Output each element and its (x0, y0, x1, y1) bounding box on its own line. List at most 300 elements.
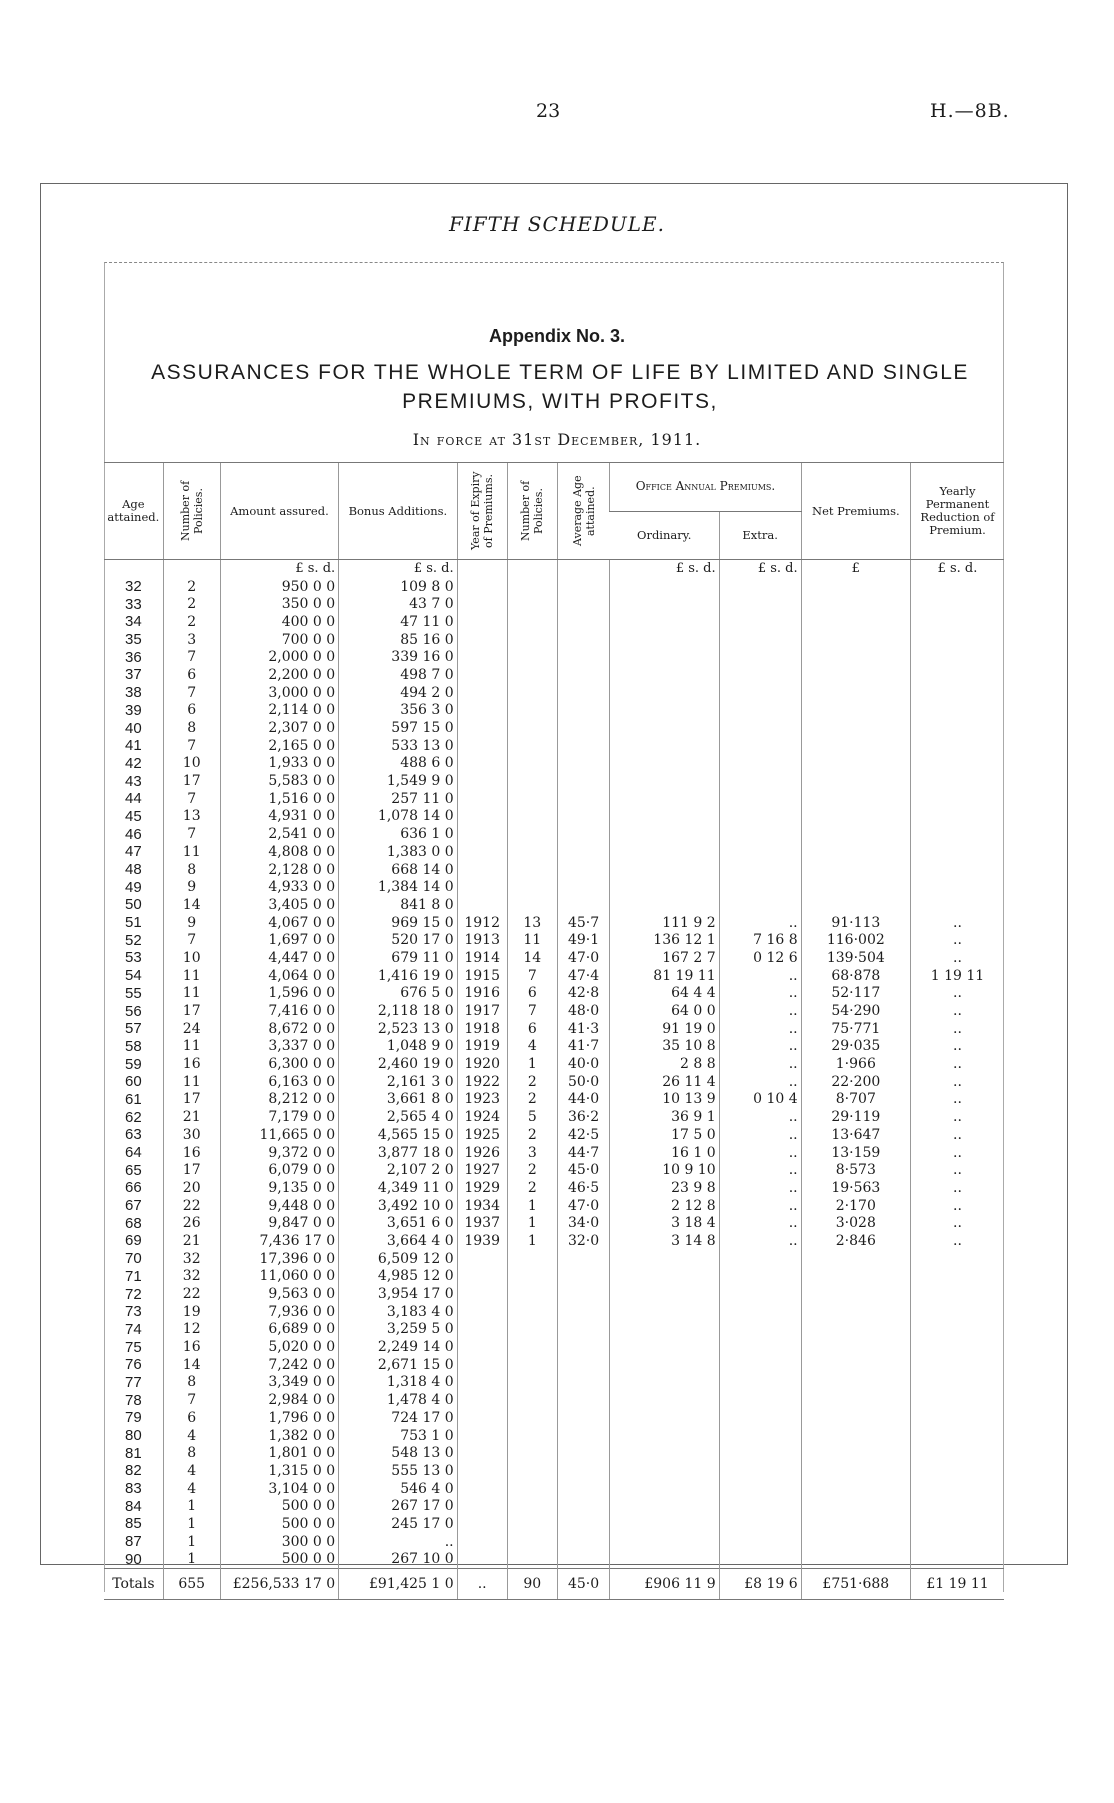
cell-red: 1 19 11 (911, 967, 1005, 985)
cell-age: 43 (125, 772, 142, 790)
cell-amt: 4,064 0 0 (220, 967, 338, 985)
table-row (104, 1533, 1004, 1551)
cell-age: 73 (125, 1303, 142, 1321)
cell-n2 (507, 702, 557, 720)
cell-n2 (507, 1409, 557, 1427)
cell-n: 7 (163, 737, 220, 755)
cell-net (801, 1303, 910, 1321)
cell-amt: 3,349 0 0 (220, 1374, 338, 1392)
cell-red (911, 1250, 1005, 1268)
cell-ext (719, 755, 801, 773)
cell-bonus: 3,183 4 0 (339, 1303, 457, 1321)
cell-n2 (507, 1427, 557, 1445)
cell-avg (557, 719, 609, 737)
table-row (104, 1480, 1004, 1498)
cell-red (911, 843, 1005, 861)
cell-net: 19·563 (801, 1179, 910, 1197)
table-row (104, 1551, 1004, 1569)
cell-yr (457, 1427, 507, 1445)
cell-n2 (507, 737, 557, 755)
cell-age: 59 (125, 1055, 142, 1073)
cell-net: 1·966 (801, 1055, 910, 1073)
cell-bonus: 636 1 0 (339, 825, 457, 843)
cell-bonus: 498 7 0 (339, 666, 457, 684)
table-row (104, 684, 1004, 702)
cell-age: 36 (125, 648, 142, 666)
col-num-policies: Number of Policies. (163, 463, 220, 560)
cell-ext (719, 1268, 801, 1286)
cell-n2 (507, 808, 557, 826)
cell-amt: 500 0 0 (220, 1515, 338, 1533)
cell-net (801, 1356, 910, 1374)
table-row (104, 1232, 1004, 1250)
cell-bonus: 2,671 15 0 (339, 1356, 457, 1374)
cell-ext (719, 1515, 801, 1533)
cell-red (911, 1285, 1005, 1303)
cell-red (911, 1462, 1005, 1480)
cell-bonus: 356 3 0 (339, 702, 457, 720)
cell-age: 35 (125, 631, 142, 649)
cell-bonus: 679 11 0 (339, 949, 457, 967)
cell-ord (610, 1515, 719, 1533)
cell-bonus: 267 10 0 (339, 1551, 457, 1569)
cell-yr (457, 702, 507, 720)
cell-avg (557, 631, 609, 649)
cell-ext: .. (719, 1197, 801, 1215)
cell-bonus: 3,877 18 0 (339, 1144, 457, 1162)
cell-age: 69 (125, 1232, 142, 1250)
col-yearly-reduction: Yearly Permanent Reduction of Premium. (911, 463, 1005, 560)
cell-avg (557, 1374, 609, 1392)
cell-amt: 700 0 0 (220, 631, 338, 649)
cell-net (801, 1515, 910, 1533)
table-row (104, 1427, 1004, 1445)
cell-bonus: 1,318 4 0 (339, 1374, 457, 1392)
cell-bonus: .. (339, 1533, 457, 1551)
cell-ext (719, 719, 801, 737)
cell-amt: 500 0 0 (220, 1497, 338, 1515)
cell-avg (557, 1515, 609, 1533)
cell-age: 81 (125, 1444, 142, 1462)
cell-avg (557, 1462, 609, 1480)
cell-avg (557, 1409, 609, 1427)
cell-net: 68·878 (801, 967, 910, 985)
cell-age: 67 (125, 1197, 142, 1215)
cell-bonus: 724 17 0 (339, 1409, 457, 1427)
cell-net: 52·117 (801, 985, 910, 1003)
cell-yr: 1917 (457, 1002, 507, 1020)
cell-yr (457, 1250, 507, 1268)
cell-n2: 7 (507, 1002, 557, 1020)
cell-n2 (507, 578, 557, 596)
cell-avg (557, 1427, 609, 1445)
cell-yr (457, 790, 507, 808)
cell-n: 17 (163, 772, 220, 790)
cell-n: 2 (163, 595, 220, 613)
table-row (104, 772, 1004, 790)
cell-amt: 1,516 0 0 (220, 790, 338, 808)
cell-amt: 9,448 0 0 (220, 1197, 338, 1215)
cell-n2: 3 (507, 1144, 557, 1162)
cell-yr (457, 1497, 507, 1515)
cell-ext: 0 12 6 (719, 949, 801, 967)
cell-yr (457, 684, 507, 702)
cell-red (911, 1515, 1005, 1533)
table-row (104, 1020, 1004, 1038)
cell-bonus: 4,349 11 0 (339, 1179, 457, 1197)
cell-bonus: 3,661 8 0 (339, 1091, 457, 1109)
cell-avg: 44·7 (557, 1144, 609, 1162)
cell-avg: 34·0 (557, 1214, 609, 1232)
cell-n: 32 (163, 1250, 220, 1268)
cell-avg (557, 1285, 609, 1303)
table-row (104, 737, 1004, 755)
cell-ord: 36 9 1 (610, 1108, 719, 1126)
cell-amt: 6,689 0 0 (220, 1321, 338, 1339)
cell-avg (557, 1321, 609, 1339)
cell-age: 74 (125, 1320, 142, 1338)
cell-ext (719, 1427, 801, 1445)
cell-ext (719, 825, 801, 843)
cell-ext (719, 578, 801, 596)
cell-bonus: 2,523 13 0 (339, 1020, 457, 1038)
cell-amt: 7,179 0 0 (220, 1108, 338, 1126)
cell-ord: 10 13 9 (610, 1091, 719, 1109)
cell-amt: 2,200 0 0 (220, 666, 338, 684)
table-row (104, 1214, 1004, 1232)
cell-ord (610, 648, 719, 666)
cell-avg: 48·0 (557, 1002, 609, 1020)
cell-amt: 2,128 0 0 (220, 861, 338, 879)
cell-red (911, 719, 1005, 737)
cell-net: 75·771 (801, 1020, 910, 1038)
cell-yr (457, 631, 507, 649)
cell-n: 8 (163, 1444, 220, 1462)
cell-ord (610, 896, 719, 914)
cell-net (801, 808, 910, 826)
cell-age: 46 (125, 825, 142, 843)
cell-ord: 26 11 4 (610, 1073, 719, 1091)
cell-avg (557, 737, 609, 755)
cell-avg (557, 1497, 609, 1515)
cell-bonus: 4,985 12 0 (339, 1268, 457, 1286)
cell-age: 66 (125, 1179, 142, 1197)
cell-yr (457, 1268, 507, 1286)
cell-ord: 23 9 8 (610, 1179, 719, 1197)
cell-n: 16 (163, 1144, 220, 1162)
cell-red (911, 755, 1005, 773)
cell-amt: 1,382 0 0 (220, 1427, 338, 1445)
cell-amt: 4,067 0 0 (220, 914, 338, 932)
cell-amt: 7,936 0 0 (220, 1303, 338, 1321)
cell-yr (457, 1321, 507, 1339)
cell-net (801, 790, 910, 808)
cell-n2 (507, 648, 557, 666)
cell-amt: 9,847 0 0 (220, 1214, 338, 1232)
table-row (104, 1126, 1004, 1144)
cell-ext (719, 1533, 801, 1551)
cell-n2: 2 (507, 1073, 557, 1091)
cell-bonus: 1,416 19 0 (339, 967, 457, 985)
cell-ord: 3 14 8 (610, 1232, 719, 1250)
cell-yr: 1915 (457, 967, 507, 985)
cell-ord: 111 9 2 (610, 914, 719, 932)
cell-n2: 14 (507, 949, 557, 967)
cell-yr (457, 1515, 507, 1533)
table-row (104, 808, 1004, 826)
cell-red: .. (911, 1232, 1005, 1250)
table-row (104, 702, 1004, 720)
cell-n: 6 (163, 666, 220, 684)
cell-amt: 2,984 0 0 (220, 1391, 338, 1409)
cell-amt: 9,372 0 0 (220, 1144, 338, 1162)
cell-bonus: 555 13 0 (339, 1462, 457, 1480)
cell-ext (719, 1321, 801, 1339)
cell-amt: 1,315 0 0 (220, 1462, 338, 1480)
cell-net (801, 595, 910, 613)
cell-ext (719, 595, 801, 613)
cell-bonus: 267 17 0 (339, 1497, 457, 1515)
table-row (104, 1038, 1004, 1056)
cell-ord (610, 702, 719, 720)
cell-red: .. (911, 1144, 1005, 1162)
table-row (104, 1409, 1004, 1427)
cell-avg (557, 1444, 609, 1462)
cell-n: 9 (163, 878, 220, 896)
cell-ord (610, 808, 719, 826)
cell-avg (557, 1391, 609, 1409)
table-row (104, 1073, 1004, 1091)
cell-amt: 950 0 0 (220, 578, 338, 596)
cell-age: 41 (125, 737, 142, 755)
cell-red: .. (911, 1073, 1005, 1091)
cell-n2 (507, 896, 557, 914)
cell-n: 11 (163, 1038, 220, 1056)
appendix-heading: Appendix No. 3. (488, 326, 625, 346)
cell-ord (610, 613, 719, 631)
cell-avg: 45·0 (557, 1161, 609, 1179)
cell-net (801, 1338, 910, 1356)
cell-n2 (507, 1462, 557, 1480)
cell-yr (457, 578, 507, 596)
cell-age: 48 (125, 861, 142, 879)
cell-bonus: 6,509 12 0 (339, 1250, 457, 1268)
cell-yr: 1925 (457, 1126, 507, 1144)
cell-net (801, 1250, 910, 1268)
cell-age: 51 (125, 914, 142, 932)
table-row (104, 1250, 1004, 1268)
cell-amt: 3,337 0 0 (220, 1038, 338, 1056)
cell-yr (457, 825, 507, 843)
cell-amt: 2,000 0 0 (220, 648, 338, 666)
cell-red (911, 808, 1005, 826)
totals-row: Totals 655 £256,533 17 0 £91,425 1 0 .. 90 45·0 £906 11 9 £8 19 6 £751·688 £1 19 11 (104, 1569, 1004, 1600)
cell-age: 39 (125, 701, 142, 719)
cell-bonus: 47 11 0 (339, 613, 457, 631)
table-row (104, 1197, 1004, 1215)
cell-age: 57 (125, 1020, 142, 1038)
cell-amt: 8,672 0 0 (220, 1020, 338, 1038)
cell-avg: 42·5 (557, 1126, 609, 1144)
cell-n2 (507, 1444, 557, 1462)
cell-net (801, 772, 910, 790)
cell-net (801, 878, 910, 896)
cell-ord (610, 666, 719, 684)
cell-n: 1 (163, 1551, 220, 1569)
cell-age: 77 (125, 1373, 142, 1391)
cell-ext: .. (719, 1214, 801, 1232)
cell-amt: 3,000 0 0 (220, 684, 338, 702)
cell-age: 76 (125, 1356, 142, 1374)
cell-red: .. (911, 1108, 1005, 1126)
cell-yr (457, 666, 507, 684)
cell-net (801, 578, 910, 596)
cell-n: 17 (163, 1091, 220, 1109)
cell-net (801, 843, 910, 861)
cell-amt: 4,808 0 0 (220, 843, 338, 861)
col-num-policies-2: Number of Policies. (507, 463, 557, 560)
cell-ord (610, 1409, 719, 1427)
cell-net: 29·035 (801, 1038, 910, 1056)
cell-red: .. (911, 931, 1005, 949)
cell-yr (457, 1338, 507, 1356)
cell-avg (557, 613, 609, 631)
cell-ext (719, 772, 801, 790)
table-row (104, 648, 1004, 666)
cell-n: 11 (163, 843, 220, 861)
cell-age: 64 (125, 1144, 142, 1162)
cell-net: 13·647 (801, 1126, 910, 1144)
cell-amt: 3,405 0 0 (220, 896, 338, 914)
cell-yr (457, 648, 507, 666)
table-row (104, 666, 1004, 684)
cell-avg (557, 825, 609, 843)
cell-n: 10 (163, 949, 220, 967)
cell-avg (557, 578, 609, 596)
cell-bonus: 109 8 0 (339, 578, 457, 596)
col-age: Age attained. (104, 463, 163, 560)
cell-red: .. (911, 985, 1005, 1003)
cell-n: 22 (163, 1197, 220, 1215)
cell-avg: 47·4 (557, 967, 609, 985)
cell-avg (557, 790, 609, 808)
cell-yr: 1920 (457, 1055, 507, 1073)
cell-net: 91·113 (801, 914, 910, 932)
cell-n: 30 (163, 1126, 220, 1144)
cell-yr (457, 1444, 507, 1462)
cell-bonus: 841 8 0 (339, 896, 457, 914)
cell-amt: 6,079 0 0 (220, 1161, 338, 1179)
cell-n2: 6 (507, 985, 557, 1003)
cell-avg (557, 1250, 609, 1268)
cell-ord: 167 2 7 (610, 949, 719, 967)
cell-red (911, 790, 1005, 808)
table-row (104, 1144, 1004, 1162)
cell-amt: 5,020 0 0 (220, 1338, 338, 1356)
cell-n2 (507, 1480, 557, 1498)
table-row (104, 896, 1004, 914)
cell-ord (610, 790, 719, 808)
cell-avg: 44·0 (557, 1091, 609, 1109)
cell-red (911, 737, 1005, 755)
cell-n2 (507, 1321, 557, 1339)
cell-ext (719, 861, 801, 879)
cell-ord: 136 12 1 (610, 931, 719, 949)
cell-yr (457, 861, 507, 879)
cell-net (801, 1427, 910, 1445)
cell-red (911, 613, 1005, 631)
cell-yr: 1927 (457, 1161, 507, 1179)
cell-bonus: 597 15 0 (339, 719, 457, 737)
cell-red (911, 1356, 1005, 1374)
cell-avg: 41·3 (557, 1020, 609, 1038)
cell-n2 (507, 861, 557, 879)
col-bonus: Bonus Additions. (339, 463, 457, 560)
cell-avg (557, 666, 609, 684)
table-row (104, 1515, 1004, 1533)
cell-n: 9 (163, 914, 220, 932)
cell-yr: 1918 (457, 1020, 507, 1038)
cell-yr (457, 896, 507, 914)
cell-amt: 350 0 0 (220, 595, 338, 613)
cell-ord: 81 19 11 (610, 967, 719, 985)
cell-ord: 91 19 0 (610, 1020, 719, 1038)
cell-ext (719, 613, 801, 631)
cell-age: 53 (125, 949, 142, 967)
cell-ord (610, 843, 719, 861)
cell-avg (557, 1303, 609, 1321)
cell-ord (610, 1462, 719, 1480)
cell-amt: 7,416 0 0 (220, 1002, 338, 1020)
cell-amt: 3,104 0 0 (220, 1480, 338, 1498)
cell-amt: 9,135 0 0 (220, 1179, 338, 1197)
cell-age: 55 (125, 984, 142, 1002)
cell-red (911, 1427, 1005, 1445)
cell-n: 21 (163, 1108, 220, 1126)
cell-net: 2·170 (801, 1197, 910, 1215)
cell-net (801, 613, 910, 631)
cell-ext (719, 702, 801, 720)
table-row (104, 843, 1004, 861)
cell-bonus: 533 13 0 (339, 737, 457, 755)
cell-ext: .. (719, 1161, 801, 1179)
cell-amt: 2,541 0 0 (220, 825, 338, 843)
cell-amt: 11,665 0 0 (220, 1126, 338, 1144)
cell-ext (719, 1480, 801, 1498)
cell-net (801, 1533, 910, 1551)
cell-n2: 1 (507, 1232, 557, 1250)
cell-yr: 1939 (457, 1232, 507, 1250)
cell-n2 (507, 1303, 557, 1321)
cell-n2: 5 (507, 1108, 557, 1126)
cell-age: 44 (125, 790, 142, 808)
cell-n: 7 (163, 684, 220, 702)
table-row (104, 1338, 1004, 1356)
cell-net: 22·200 (801, 1073, 910, 1091)
cell-red (911, 1374, 1005, 1392)
cell-age: 87 (125, 1533, 142, 1551)
cell-bonus: 3,664 4 0 (339, 1232, 457, 1250)
cell-yr: 1929 (457, 1179, 507, 1197)
cell-ext: 7 16 8 (719, 931, 801, 949)
cell-bonus: 1,078 14 0 (339, 808, 457, 826)
cell-red (911, 1268, 1005, 1286)
cell-amt: 1,796 0 0 (220, 1409, 338, 1427)
cell-age: 83 (125, 1480, 142, 1498)
cell-ext: .. (719, 1038, 801, 1056)
col-net: Net Premiums. (801, 463, 910, 560)
table-row (104, 878, 1004, 896)
